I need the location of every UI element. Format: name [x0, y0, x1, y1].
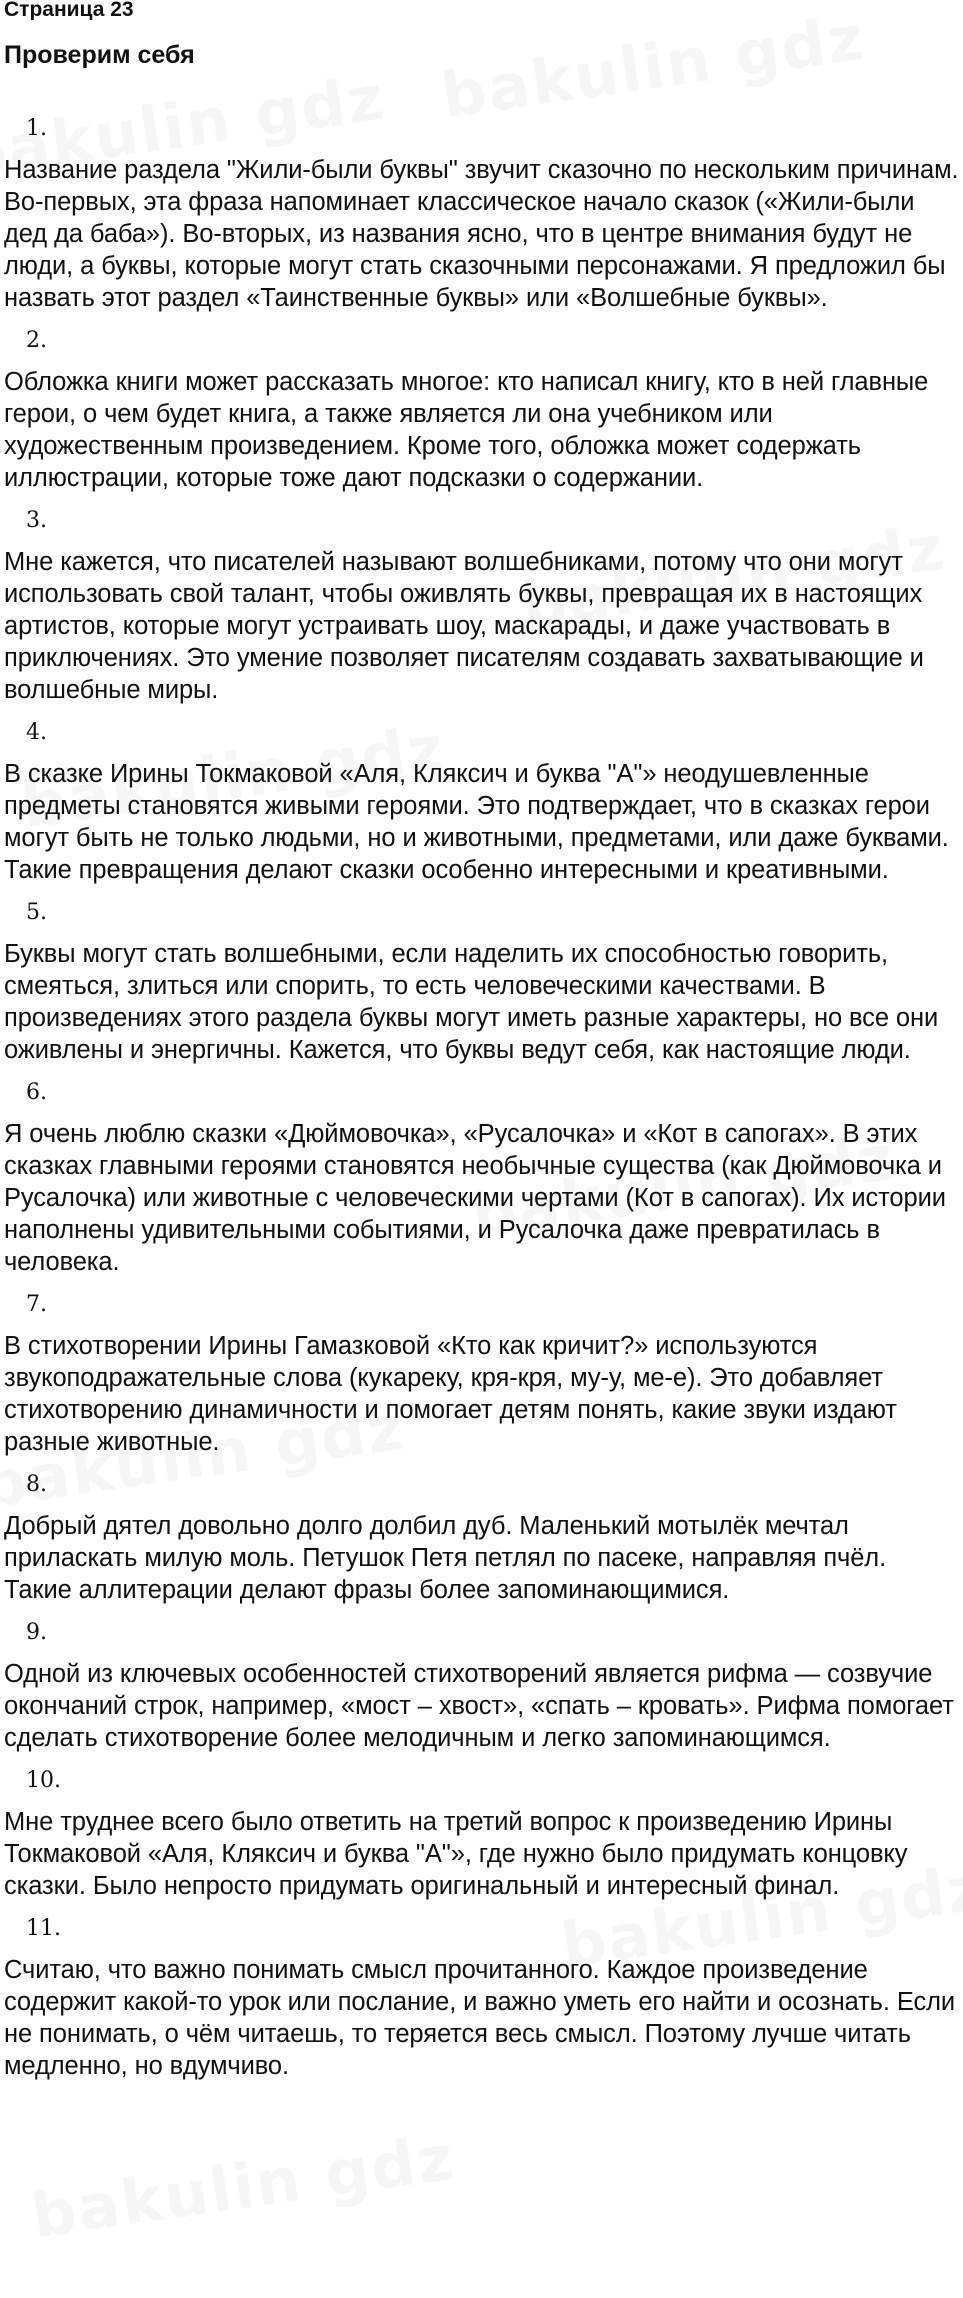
answer-text: Буквы могут стать волшебными, если наделить их способностью говорить, смеяться, злиться или спорить, то есть человеческими качествами. В произведениях этого раздела буквы могут иметь разные характеры, но все они оживлены и энергичны. Кажется, что буквы ведут себя, как настоящие люди.: [4, 940, 939, 1064]
watermark-text: [27, 2121, 460, 2253]
answer-item: [4, 1766, 959, 1902]
answer-number: 8.: [26, 1472, 47, 1497]
answer-item: [4, 1914, 959, 2082]
answers-list: [4, 114, 959, 2082]
answer-number: 2.: [26, 328, 47, 353]
answer-number: 4.: [26, 720, 47, 745]
answer-item: [4, 506, 959, 706]
answer-text: В стихотворении Ирины Гамазковой «Кто как кричит?» используются звукоподражательные слова (кукареку, кря-кря, му-у, ме-е). Это добавляет стихотворению динамичности и помогает детям понять, какие звуки издают разные животные.: [4, 1332, 897, 1456]
answer-number: 11.: [26, 1916, 61, 1941]
answer-item: [4, 898, 959, 1066]
answer-number: 7.: [26, 1292, 47, 1317]
answer-text: Мне кажется, что писателей называют волшебниками, потому что они могут использовать свой талант, чтобы оживлять буквы, превращая их в настоящих артистов, которые могут устраивать шоу, маскарады, и даже участвовать в приключениях. Это умение позволяет писателям создавать захватывающие и волшебные миры.: [4, 548, 924, 704]
answer-item: [4, 1470, 959, 1606]
answer-number: 5.: [26, 900, 47, 925]
answer-text: Название раздела "Жили-были буквы" звучит сказочно по нескольким причинам. Во-первых, эта фраза напоминает классическое начало сказок («Жили-были дед да баба»). Во-вторых, из названия ясно, что в центре внимания будут не люди, а буквы, которые могут стать сказочными персонажами. Я предложил бы назвать этот раздел «Таинственные буквы» или «Волшебные буквы».: [4, 156, 959, 312]
answer-item: [4, 114, 959, 314]
answer-item: [4, 718, 959, 886]
answer-number: 10.: [26, 1768, 61, 1793]
answer-text: Мне труднее всего было ответить на третий вопрос к произведению Ирины Токмаковой «Аля, Кляксич и буква "А"», где нужно было придумать концовку сказки. Было непросто придумать оригинальный и интересный финал.: [4, 1808, 908, 1900]
answer-item: [4, 1618, 959, 1754]
answer-text: В сказке Ирины Токмаковой «Аля, Кляксич и буква "А"» неодушевленные предметы становятся живыми героями. Это подтверждает, что в сказках герои могут быть не только людьми, но и животными, предметами, или даже буквами. Такие превращения делают сказки особенно интересными и креативными.: [4, 760, 949, 884]
answer-item: [4, 326, 959, 494]
answer-text: Я очень люблю сказки «Дюймовочка», «Русалочка» и «Кот в сапогах». В этих сказках главными героями становятся необычные существа (как Дюймовочка и Русалочка) или животные с человеческими чертами (Кот в сапогах). Их истории наполнены удивительными событиями, и Русалочка даже превратилась в человека.: [4, 1120, 946, 1276]
answer-text: Добрый дятел довольно долго долбил дуб. Маленький мотылёк мечтал приласкать милую моль. Петушок Петя петлял по пасеке, направляя пчёл. Такие аллитерации делают фразы более запоминающимися.: [4, 1512, 887, 1604]
answer-number: 3.: [26, 508, 47, 533]
answer-item: [4, 1290, 959, 1458]
answer-number: 6.: [26, 1080, 47, 1105]
answer-text: Одной из ключевых особенностей стихотворений является рифма — созвучие окончаний строк, например, «мост – хвост», «спать – кровать». Рифма помогает сделать стихотворение более мелодичным и легко запоминающимся.: [4, 1660, 954, 1752]
section-title: Проверим себя: [4, 41, 195, 69]
answer-number: 1.: [26, 116, 47, 141]
answer-number: 9.: [26, 1620, 47, 1645]
answer-item: [4, 1078, 959, 1278]
answer-text: Обложка книги может рассказать многое: кто написал книгу, кто в ней главные герои, о чем будет книга, а также является ли она учебником или художественным произведением. Кроме того, обложка может содержать иллюстрации, которые тоже дают подсказки о содержании.: [4, 368, 929, 492]
answer-text: Считаю, что важно понимать смысл прочитанного. Каждое произведение содержит какой-то урок или послание, и важно уметь его найти и осознать. Если не понимать, о чём читаешь, то теряется весь смысл. Поэтому лучше читать медленно, но вдумчиво.: [4, 1956, 956, 2080]
page-label: Страница 23: [4, 0, 134, 20]
